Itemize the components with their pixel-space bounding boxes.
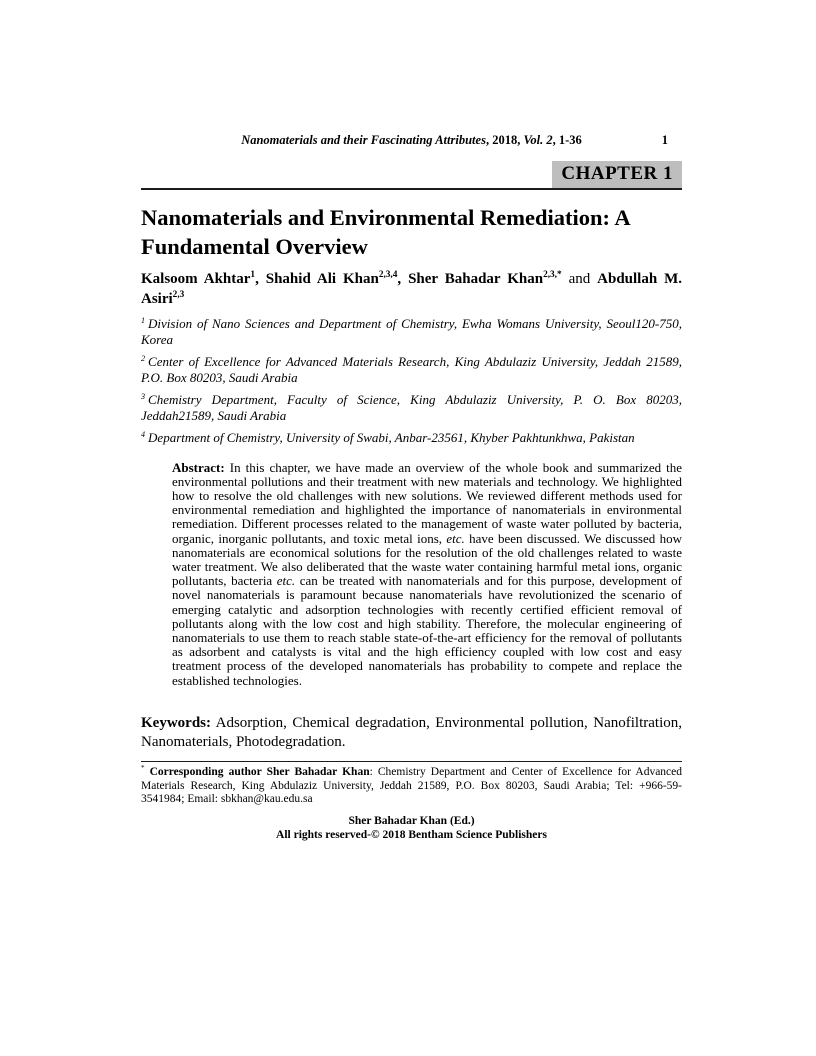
affiliation-superscript: 4 [141,429,146,439]
footnote-text: : Chemistry Department and Center of Excellence for Advanced Materials Research, King Abdulaziz University, Jeddah 21589, P.O. Box 80203, Saudi Arabia; Tel: +966-59-3541984; Email: sbkhan@kau.edu.sa [141,765,683,806]
chapter-title: Nanomaterials and Environmental Remediation: A Fundamental Overview [141,205,630,259]
running-header [141,133,682,148]
author-superscript: 2,3,4 [378,270,398,280]
abstract-segment: In this chapter, we have made an overview of the whole book and summarized the environmental pollutions and their treatment with new materials and technology. We highlighted how to resolve the old challenges with new solutions. We reviewed different methods used for environmental remediation and highlighted the importance of nanomaterials in environmental remediation. Different processes related to the management of waste water polluted by bacteria, organic, inorganic pollutants, and toxic metal ions, [172,459,683,546]
keywords-text: Adsorption, Chemical degradation, Environmental pollution, Nanofiltration, Nanomaterials, Photodegradation. [141,714,682,750]
author-superscript: 1 [250,270,256,280]
affiliation-superscript: 1 [141,315,146,325]
abstract-segment: have been discussed. We discussed how nanomaterials are economical solutions for the resolution of the old challenges related to waste water treatment. We also deliberated that the waste water containing harmful metal ions, organic pollutants, bacteria [172,530,682,589]
author-name: Kalsoom Akhtar [141,271,251,287]
page-number: 1 [661,133,668,147]
author-name: Sher Bahadar Khan [408,271,544,287]
rights-line: All rights reserved-© 2018 Bentham Science Publishers [276,828,547,841]
book-pages: , 1-36 [552,133,582,147]
keywords-label: Keywords: [141,714,211,731]
affiliation-text: Center of Excellence for Advanced Materials Research, King Abdulaziz University, Jeddah 21589, P.O. Box 80203, Saudi Arabia [141,354,682,385]
affiliations [141,316,682,446]
affiliation-text: Department of Chemistry, University of Swabi, Anbar-23561, Khyber Pakhtunkhwa, Pakistan [148,430,635,445]
affiliation-2 [141,354,682,385]
abstract-segment-italic: etc. [276,573,296,589]
abstract-label: Abstract: [172,459,225,475]
author-superscript: 2,3 [172,289,185,300]
affiliation-3 [141,392,682,423]
author-superscript: 2,3,* [543,270,562,280]
running-header-title [241,133,582,147]
book-year: , 2018, [485,133,524,147]
chapter-badge: CHAPTER 1 [552,161,682,188]
editor-line: Sher Bahadar Khan (Ed.) [348,815,475,828]
affiliation-superscript: 2 [141,353,146,363]
publisher-footer [141,815,682,843]
keywords-line [141,714,682,752]
abstract-segment-italic: etc. [446,530,465,546]
abstract-text [172,461,682,688]
abstract-segment: can be treated with nanomaterials and for this purpose, development of novel nanomaterials is paramount because nanomaterials have revolutionized the scenario of emerging catalytic and adsorption technologies with recently certified efficient removal of pollutants along with the low cost and high stability. Therefore, the molecular engineering of nanomaterials to use them to reach stable state-of-the-art efficiency for the removal of pollutants as adsorbent and catalysts is vital and the high efficiency coupled with low cost and easy treatment process of the developed nanomaterials has probability to compete and replace the established technologies. [172,573,682,688]
author-name: Abdullah M. Asiri [141,271,682,307]
affiliation-superscript: 3 [141,391,146,401]
affiliation-text: Chemistry Department, Faculty of Science, King Abdulaziz University, P. O. Box 80203, Jeddah21589, Saudi Arabia [141,392,682,423]
affiliation-1 [141,316,682,347]
footnote-marker: * [141,763,145,772]
affiliation-4 [141,430,682,446]
author-separator: , [397,271,409,287]
author-separator: and [561,271,598,287]
abstract-body [172,460,682,688]
book-volume: Vol. 2 [523,133,553,147]
corresponding-author-footnote [141,763,683,807]
footnote-bold-text: Corresponding author Sher Bahadar Khan [149,765,370,778]
author-separator: , [255,271,266,287]
authors-line [141,270,682,309]
chapter-banner [141,161,682,190]
book-title: Nanomaterials and their Fascinating Attributes [241,133,486,147]
affiliation-text: Division of Nano Sciences and Department of Chemistry, Ewha Womans University, Seoul120-750, Korea [141,316,682,347]
author-name: Shahid Ali Khan [265,271,379,287]
footnote-divider [141,761,682,762]
abstract-section [172,461,682,688]
